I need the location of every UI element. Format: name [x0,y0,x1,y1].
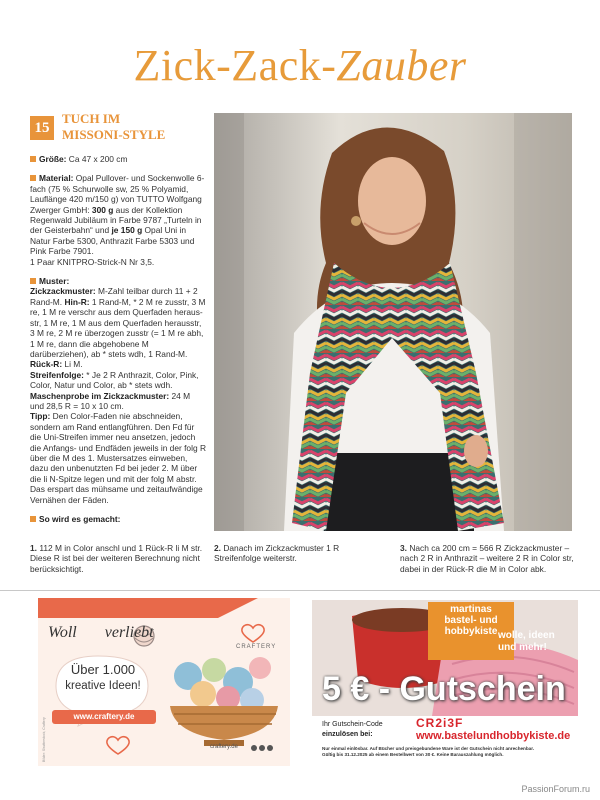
material-amount-1: 300 g [91,204,114,215]
step-3-number: 3. [400,543,407,553]
bullet-square-icon [30,278,36,284]
martinas-brand-line-3: hobbykiste [444,626,498,637]
voucher-headline: 5 € - Gutschein [322,670,566,708]
martinas-tagline-1: wolle, ideen [498,630,555,641]
size-paragraph [30,154,206,164]
martinas-ad[interactable] [312,600,578,768]
martinas-url[interactable]: www.bastelundhobbykiste.de [416,730,571,742]
right-side-row-label: Hin-R: [64,296,90,307]
wrong-side-row-text: Li M. [62,359,83,370]
subtitle-line-2: MISSONI-STYLE [62,127,166,142]
craftery-headline-1: Über 1.000 [70,662,136,677]
martinas-brand-line-1: martinas [450,604,492,615]
bullet-square-icon [30,175,36,181]
bullet-square-icon [30,156,36,162]
howto-heading [30,514,206,524]
watermark: PassionForum.ru [521,784,590,794]
voucher-fine-print [322,746,574,758]
gauge-label: Maschenprobe im Zickzackmuster: [30,390,170,401]
material-amount-2: je 150 g [111,225,143,236]
zigzag-text: M-Zahl teilbar durch 11 + 2 Rand-M. [30,286,198,307]
craftery-brand-word-2: verliebt [104,624,154,641]
code-label-2: einzulösen bei: [322,731,373,738]
craftery-logo-text: CRAFTERY [236,644,277,650]
material-text-3: Opal Uni in Natur Farbe 5300, Anthrazit Farbe 5303 und Pink Farbe 7901. [30,225,195,257]
howto-label: So wird es gemacht: [39,514,121,524]
craftery-url[interactable]: www.craftery.de [73,712,135,721]
instructions-column [30,154,206,524]
gauge-text: 24 M und 28,5 R = 10 x 10 cm. [30,390,191,411]
craftery-side-note: Bilder: Shutterstock, Craftery [42,717,46,762]
fine-print-2: Gültig bis 31.12.2025 ab einem Bestellwert von 30 €. Keine Barauszahlung möglich. [322,752,504,757]
title-script: Zauber [336,41,467,90]
zigzag-label: Zickzackmuster: [30,286,96,297]
craftery-brand [48,624,154,642]
code-label-1: Ihr Gutschein-Code [322,721,383,728]
material-text-1: Opal Pullover- und Sockenwolle 6-fach (75 % Schurwolle sw, 25 % Polyamid, Lauflänge 420 m/150 g) von TUTTO Wolfgang Zwerger GmbH: [30,173,205,215]
voucher-code: CR2i3F [416,716,464,730]
model-photo [214,113,572,531]
craftery-ad[interactable] [38,598,290,766]
step-1 [30,543,208,574]
wrong-side-row-label: Rück-R: [30,359,63,370]
craftery-headline-2: kreative Ideen! [65,680,141,692]
pattern-label: Muster: [39,276,70,287]
craftery-headline [60,662,146,694]
step-2-number: 2. [214,543,221,553]
title-main: Zick-Zack- [133,41,337,90]
material-paragraph [30,173,206,267]
fine-print-1: Nur einmal einlösbar. Auf Bücher und preisgebundene Ware ist der Gutschein nicht anrechenbar. [322,746,535,751]
stripe-text: * Je 2 R Anthrazit, Color, Pink, Color, Natur und Color, ab * stets wdh. [30,369,199,391]
martinas-brand-line-2: bastel- und [444,615,498,626]
right-side-row-text: 1 Rand-M, * 2 M re zusstr, 3 M re, 1 M re verschr aus dem Querfaden herausstr, 1 M re, 1 M aus dem Querfaden herausstr, 3 M re, 2 M re überzogen zusstr (= 1 M re abh, 1 M re, dann die abgehobene M darüberziehen), ab * stets wdh, 1 Rand-M. [30,296,206,359]
material-label: Material: [39,173,74,184]
stripe-label: Streifenfolge: [30,369,84,380]
martinas-tagline-2: und mehr! [498,642,547,653]
step-2-text: Danach im Zickzackmuster 1 R Streifenfolge weiterstr. [214,543,340,564]
martinas-tagline [498,630,555,654]
step-3 [400,543,574,574]
code-label [322,720,383,740]
model-photo-illustration [214,113,572,531]
step-2 [214,543,386,564]
page-title [0,40,600,91]
pattern-paragraph [30,276,206,505]
craftery-footer-url[interactable]: craftery.de [210,744,238,750]
subtitle-line-1: TUCH IM [62,111,121,126]
bullet-square-icon [30,516,36,522]
step-1-number: 1. [30,543,37,553]
step-1-text: 112 M in Color anschl und 1 Rück-R li M str. Diese R ist bei der weiteren Berechnung nicht berücksichtigt. [30,543,203,574]
step-3-text: Nach ca 200 cm = 566 R Zickzackmuster – nach 2 R in Anthrazit – weitere 2 R in Color str, dabei in der Rück-R die M in Color abk. [400,543,574,574]
section-divider [0,590,600,591]
material-text-2: aus der Kollektion Regenwald Jubiläum in Farbe 9787 „Turteln in der Geisterbahn“ und [30,204,202,236]
material-needles: 1 Paar KNITPRO-Strick-N Nr 3,5. [30,256,155,267]
tip-label: Tipp: [30,411,51,422]
pattern-number-badge: 15 [30,116,54,140]
tip-text: Den Color-Faden nie abschneiden, sondern am Rand entlangführen. Den Fd für die Uni-Streifen immer neu ansetzen, jedoch die Anfangs- und Endfäden jeweils in der folg R über die M des 1. Mustersatzes einweben, dazu den unbenutzten Fd bei jeder 2. M über die li N-Spitze legen und mit der folg M abstr. Das erspart das mühsame und zeitaufwändige Vernähen der Fäden. [30,411,206,505]
pattern-subtitle [62,111,165,143]
size-value: Ca 47 x 200 cm [66,154,128,164]
craftery-brand-word-1: Woll [48,624,77,641]
size-label: Größe: [39,154,67,164]
